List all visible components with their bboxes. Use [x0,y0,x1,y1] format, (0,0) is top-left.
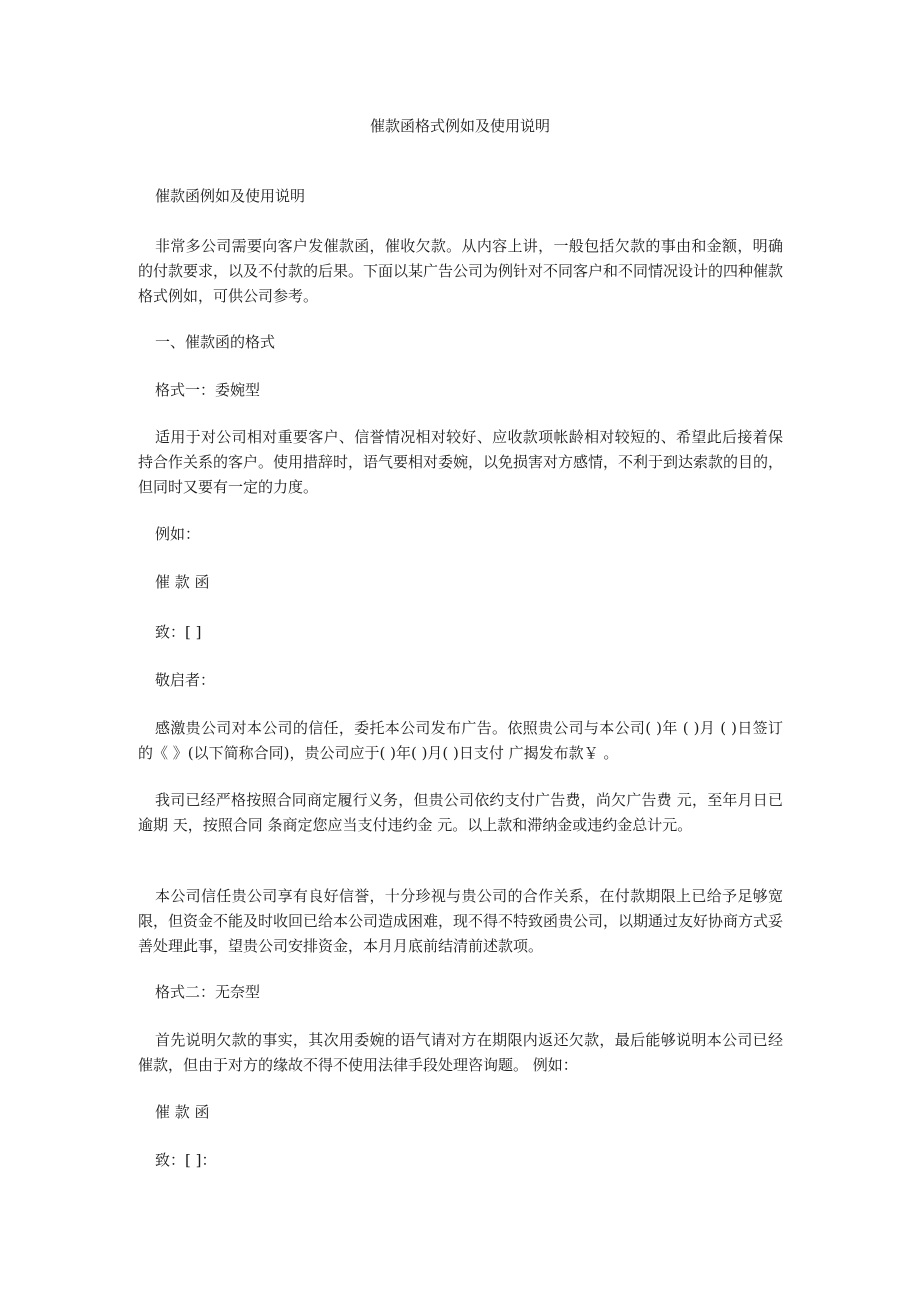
format-one-description: 适用于对公司相对重要客户、信誉情况相对较好、应收款项帐龄相对较短的、希望此后接着保持合作关系的客户。使用措辞时，语气要相对委婉，以免损害对方感情，不利于到达索款的目的，但同时又要有一定的力度。 [138,428,784,496]
letter-recipient: 致：[ ]： [155,1151,217,1169]
intro-paragraph: 非常多公司需要向客户发催款函，催收欠款。从内容上讲，一般包括欠款的事由和金额，明确的付款要求，以及不付款的后果。下面以某广告公司为例针对不同客户和不同情况设计的四种催款格式例如，可供公司参考。 [138,237,784,305]
example-label: 例如： [155,525,201,543]
format-two-heading: 格式二：无奈型 [155,983,261,1001]
letter-body-paragraph: 本公司信任贵公司享有良好信誉，十分珍视与贵公司的合作关系，在付款期限上已给予足够宽限，但资金不能及时收回已给本公司造成困难，现不得不特致函贵公司，以期通过友好协商方式妥善处理此事，望贵公司安排资金，本月月底前结清前述款项。 [138,887,784,955]
format-one-heading: 格式一：委婉型 [155,381,261,399]
subtitle-paragraph: 催款函例如及使用说明 [155,187,306,205]
letter-body-paragraph: 感激贵公司对本公司的信任，委托本公司发布广告。依照贵公司与本公司( )年 ( )月 ( )日签订的《 》(以下简称合同)，贵公司应于( )年( )月( )日支付 广揭发布款￥ 。 [138,719,783,762]
format-two-description: 首先说明欠款的事实，其次用委婉的语气请对方在期限内返还欠款，最后能够说明本公司已经催款，但由于对方的缘故不得不使用法律手段处理咨询题。 例如： [138,1031,783,1074]
letter-title: 催 款 函 [155,1103,210,1121]
letter-recipient: 致：[ ] [155,623,202,641]
letter-body-paragraph: 我司已经严格按照合同商定履行义务，但贵公司依约支付广告费，尚欠广告费 元，至年月日已逾期 天，按照合同 条商定您应当支付违约金 元。以上款和滞纳金或违约金总计元。 [138,791,783,834]
letter-salutation: 敬启者： [155,671,216,689]
letter-title: 催 款 函 [155,573,210,591]
section-heading: 一、催款函的格式 [155,333,276,351]
document-title: 催款函格式例如及使用说明 [369,117,550,135]
